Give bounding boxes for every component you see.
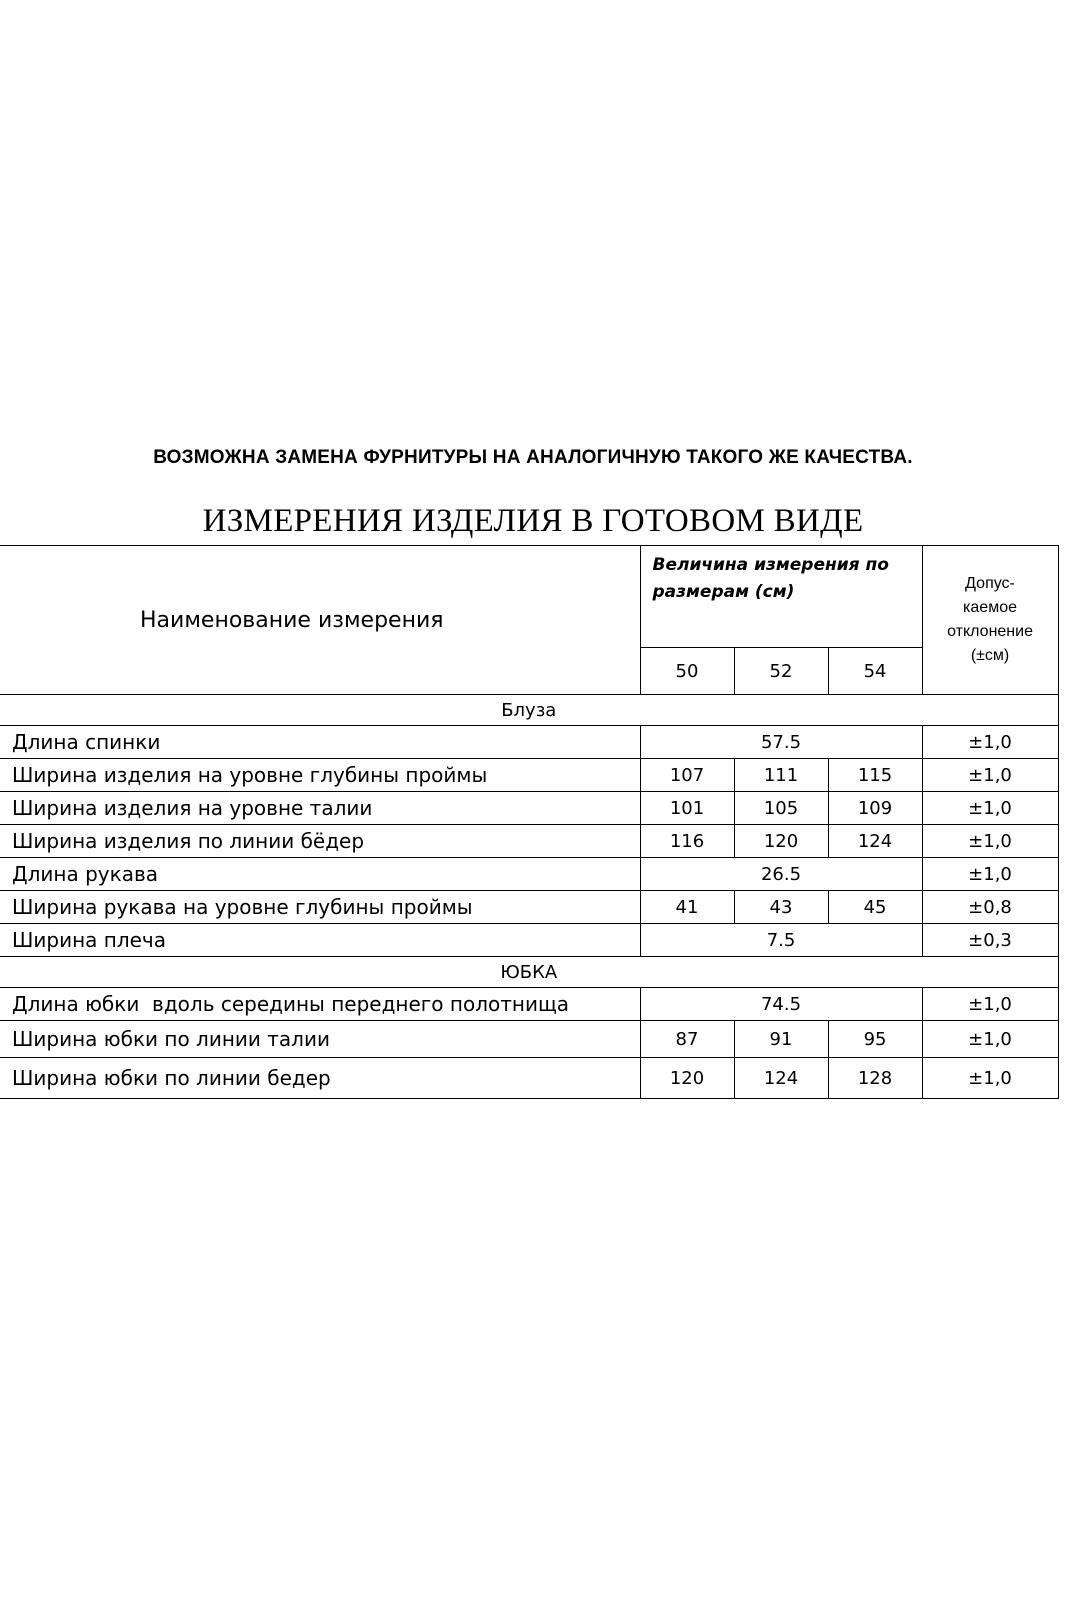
- row-tolerance: ±0,8: [922, 891, 1058, 924]
- header-tolerance-line: каемое: [963, 599, 1017, 616]
- section-title-skirt: ЮБКА: [0, 957, 1058, 988]
- row-tolerance: ±1,0: [922, 988, 1058, 1021]
- row-value: 116: [640, 825, 734, 858]
- row-value: 74.5: [640, 988, 922, 1021]
- header-row: [0, 546, 1058, 648]
- row-value: 124: [828, 825, 922, 858]
- row-value: 43: [734, 891, 828, 924]
- row-value: 101: [640, 792, 734, 825]
- row-name: Ширина изделия по линии бёдер: [0, 825, 640, 858]
- row-name: Ширина изделия на уровне глубины проймы: [0, 759, 640, 792]
- row-tolerance: ±1,0: [922, 792, 1058, 825]
- row-value: 120: [640, 1058, 734, 1099]
- row-value: 91: [734, 1021, 828, 1058]
- row-tolerance: ±1,0: [922, 1058, 1058, 1099]
- row-name: Длина спинки: [0, 726, 640, 759]
- header-size-group: Величина измерения по размерам (см): [640, 546, 922, 648]
- header-tolerance-line: Допус-: [965, 575, 1015, 592]
- table-row: [0, 858, 1058, 891]
- row-name: Ширина юбки по линии бедер: [0, 1058, 640, 1099]
- section-row: [0, 957, 1058, 988]
- size-50: 50: [640, 648, 734, 695]
- row-name: Длина рукава: [0, 858, 640, 891]
- row-value: 41: [640, 891, 734, 924]
- row-tolerance: ±1,0: [922, 1021, 1058, 1058]
- row-value: 57.5: [640, 726, 922, 759]
- row-value: 107: [640, 759, 734, 792]
- row-value: 26.5: [640, 858, 922, 891]
- row-value: 115: [828, 759, 922, 792]
- section-row: [0, 695, 1058, 726]
- row-tolerance: ±1,0: [922, 825, 1058, 858]
- row-name: Ширина плеча: [0, 924, 640, 957]
- row-value: 111: [734, 759, 828, 792]
- row-value: 120: [734, 825, 828, 858]
- row-tolerance: ±1,0: [922, 759, 1058, 792]
- table-row: [0, 1021, 1058, 1058]
- header-tolerance: [922, 546, 1058, 695]
- row-value: 95: [828, 1021, 922, 1058]
- table-row: [0, 792, 1058, 825]
- row-name: Ширина юбки по линии талии: [0, 1021, 640, 1058]
- header-tolerance-line: (±см): [970, 647, 1010, 664]
- table-row: [0, 1058, 1058, 1099]
- table-row: [0, 726, 1058, 759]
- row-value: 87: [640, 1021, 734, 1058]
- row-value: 7.5: [640, 924, 922, 957]
- table-row: [0, 924, 1058, 957]
- row-name: Ширина изделия на уровне талии: [0, 792, 640, 825]
- measurement-table: [0, 545, 1059, 1099]
- table-row: [0, 988, 1058, 1021]
- row-tolerance: ±0,3: [922, 924, 1058, 957]
- row-value: 105: [734, 792, 828, 825]
- size-54: 54: [828, 648, 922, 695]
- row-name: Длина юбки вдоль середины переднего полотнища: [0, 988, 640, 1021]
- document-title: ИЗМЕРЕНИЯ ИЗДЕЛИЯ В ГОТОВОМ ВИДЕ: [202, 503, 864, 539]
- notice-text: ВОЗМОЖНА ЗАМЕНА ФУРНИТУРЫ НА АНАЛОГИЧНУЮ ТАКОГО ЖЕ КАЧЕСТВА.: [153, 447, 913, 468]
- row-tolerance: ±1,0: [922, 858, 1058, 891]
- row-value: 109: [828, 792, 922, 825]
- table-row: [0, 891, 1058, 924]
- row-name: Ширина рукава на уровне глубины проймы: [0, 891, 640, 924]
- row-value: 45: [828, 891, 922, 924]
- header-tolerance-line: отклонение: [947, 623, 1033, 640]
- header-name: Наименование измерения: [0, 546, 640, 695]
- table-row: [0, 825, 1058, 858]
- table-row: [0, 759, 1058, 792]
- row-value: 124: [734, 1058, 828, 1099]
- row-value: 128: [828, 1058, 922, 1099]
- row-tolerance: ±1,0: [922, 726, 1058, 759]
- section-title-blouse: Блуза: [0, 695, 1058, 726]
- size-52: 52: [734, 648, 828, 695]
